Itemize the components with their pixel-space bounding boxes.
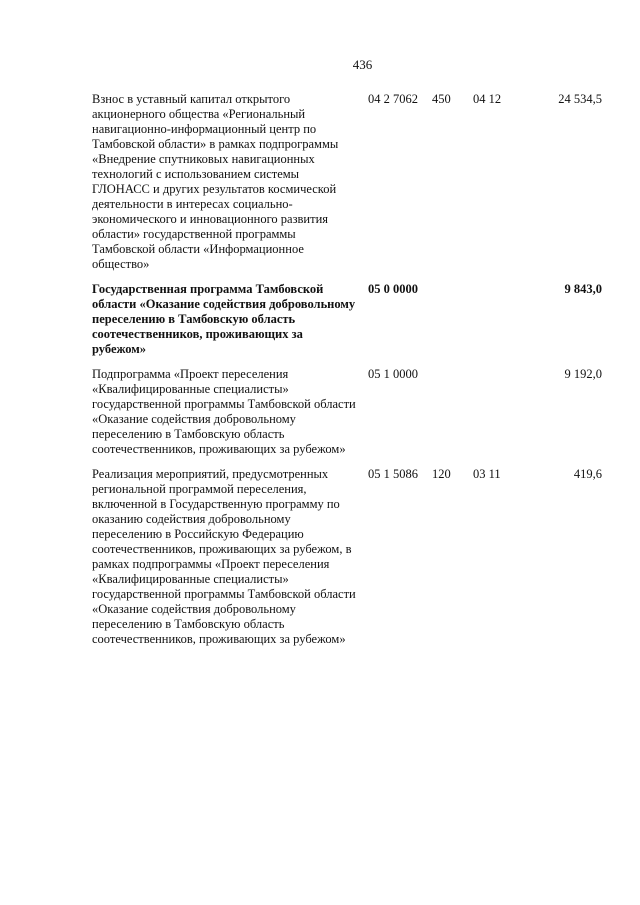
- table-row: [92, 92, 602, 272]
- row-amount: 9 843,0: [564, 282, 602, 296]
- row-target-code: 04 2 7062: [368, 92, 418, 106]
- row-expense-kind: 120: [432, 467, 451, 481]
- row-description: Подпрограмма «Проект переселения «Квалифицированные специалисты» государственной программы Тамбовской области «Оказание содействия добровольному переселению в Тамбовскую область соотечественников, проживающих за рубежом»: [92, 367, 356, 456]
- row-target-code: 05 1 0000: [368, 367, 418, 381]
- row-description: Реализация мероприятий, предусмотренных региональной программой переселения, включенной в Государственную программу по оказанию содействия добровольному переселению в Российскую Федерацию соотечественников, проживающих за рубежом, в рамках подпрограммы «Проект переселения «Квалифицированные специалисты» государственной программы Тамбовской области «Оказание содействия добровольному переселению в Тамбовскую область соотечественников, проживающих за рубежом»: [92, 467, 356, 646]
- row-section-code: 04 12: [473, 92, 502, 106]
- row-expense-kind: 450: [432, 92, 451, 106]
- table-row: [92, 367, 602, 457]
- table-row: [92, 282, 602, 357]
- row-description: Государственная программа Тамбовской области «Оказание содействия добровольному переселению в Тамбовскую область соотечественников, проживающих за рубежом»: [92, 282, 356, 356]
- row-section-code: 03 11: [473, 467, 501, 481]
- row-target-code: 05 0 0000: [368, 282, 418, 296]
- row-amount: 9 192,0: [564, 367, 602, 381]
- budget-table: [92, 92, 602, 657]
- row-amount: 419,6: [573, 467, 602, 481]
- row-amount: 24 534,5: [558, 92, 602, 106]
- table-row: [92, 467, 602, 647]
- page-number: 436: [352, 57, 373, 72]
- row-description: Взнос в уставный капитал открытого акционерного общества «Региональный навигационно-информационный центр по Тамбовской области» в рамках подпрограммы «Внедрение спутниковых навигационных технологий с использованием системы ГЛОНАСС и других результатов космической деятельности в интересах социально-экономического и инновационного развития области» государственной программы Тамбовской области «Информационное общество»: [92, 92, 339, 271]
- row-target-code: 05 1 5086: [368, 467, 418, 481]
